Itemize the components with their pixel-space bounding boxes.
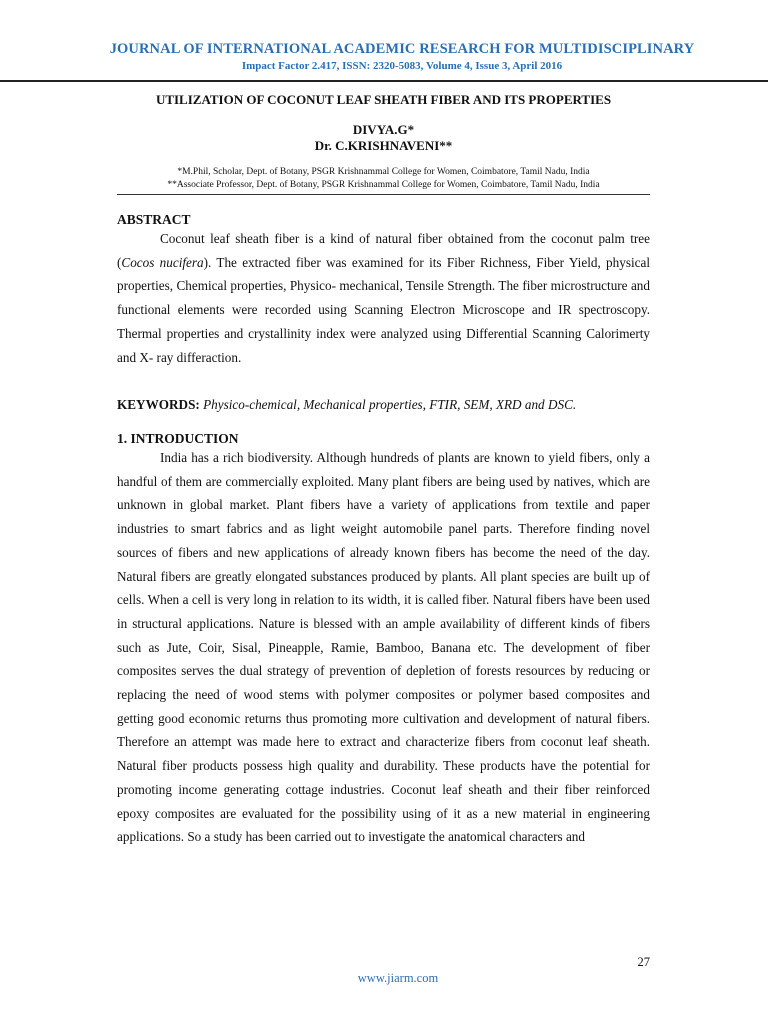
keywords-label: KEYWORDS: <box>117 397 200 412</box>
introduction-paragraph: India has a rich biodiversity. Although hundreds of plants are known to yield fibers, only a handful of them are commercially exploited. Many plant fibers are being used by natives, which are unknown in global market. Plant fibers have a variety of applications from textile and paper industries to smart fabrics and as light weight automobile panel parts. Therefore finding novel sources of fibers and new applications of already known fibers has become the need of the day. Natural fibers are greatly elongated substances produced by plants. All plant species are built up of cells. When a cell is very long in relation to its width, it is called fiber. Natural fibers have been used in structural applications. Nature is blessed with an ample availability of different kinds of fibers such as Jute, Coir, Sisal, Pineapple, Ramie, Bamboo, Banana etc. The development of fiber composites serves the dual strategy of prevention of depletion of forests resources by reducing or replacing the need of wood stems with polymer composites or polymer based composites and getting good economic returns thus promoting more cultivation and development of natural fibers. Therefore an attempt was made here to extract and characterize fibers from coconut leaf sheath. Natural fiber products possess high quality and durability. These products have the potential for promoting income generating cottage industries. Coconut leaf sheath and their fiber reinforced epoxy composites are evaluated for the possibility using of it as a new material in engineering applications. So a study has been carried out to investigate the anatomical characters and <box>117 450 650 845</box>
keywords-text: Physico-chemical, Mechanical properties, FTIR, SEM, XRD and DSC. <box>203 397 577 412</box>
journal-title: JOURNAL OF INTERNATIONAL ACADEMIC RESEARCH FOR MULTIDISCIPLINARY <box>109 41 695 57</box>
abstract-text-end: ). The extracted fiber was examined for its Fiber Richness, Fiber Yield, physical properties, Chemical properties, Physico- mechanical, Tensile Strength. The fiber microstructure and functional elements were recorded using Scanning Electron Microscope and IR spectroscopy. Thermal properties and crystallinity index were analyzed using Differential Scanning Calorimerty and X- ray differaction. <box>117 254 651 365</box>
page-number: 27 <box>637 955 650 969</box>
species-name: Cocos nucifera <box>121 254 204 270</box>
affiliation-divider <box>117 194 650 195</box>
abstract-paragraph <box>117 227 650 369</box>
journal-info: Impact Factor 2.417, ISSN: 2320-5083, Volume 4, Issue 3, April 2016 <box>241 60 563 72</box>
keywords-line <box>117 397 650 413</box>
introduction-heading: 1. INTRODUCTION <box>117 431 239 446</box>
affiliation-1: *M.Phil, Scholar, Dept. of Botany, PSGR Krishnammal College for Women, Coimbatore, Tamil Nadu, India <box>177 167 590 177</box>
abstract-heading: ABSTRACT <box>117 212 191 227</box>
header-divider <box>0 80 768 82</box>
paper-title: UTILIZATION OF COCONUT LEAF SHEATH FIBER AND ITS PROPERTIES <box>155 92 612 107</box>
footer-url[interactable]: www.jiarm.com <box>357 971 439 985</box>
author-1: DIVYA.G* <box>352 122 415 137</box>
abstract-text-start: Coconut leaf sheath fiber is a kind of natural fiber obtained from the coconut palm tree ( <box>117 231 650 270</box>
affiliation-2: **Associate Professor, Dept. of Botany, PSGR Krishnammal College for Women, Coimbatore, Tamil Nadu, India <box>167 180 600 190</box>
author-2: Dr. C.KRISHNAVENI** <box>314 138 453 153</box>
